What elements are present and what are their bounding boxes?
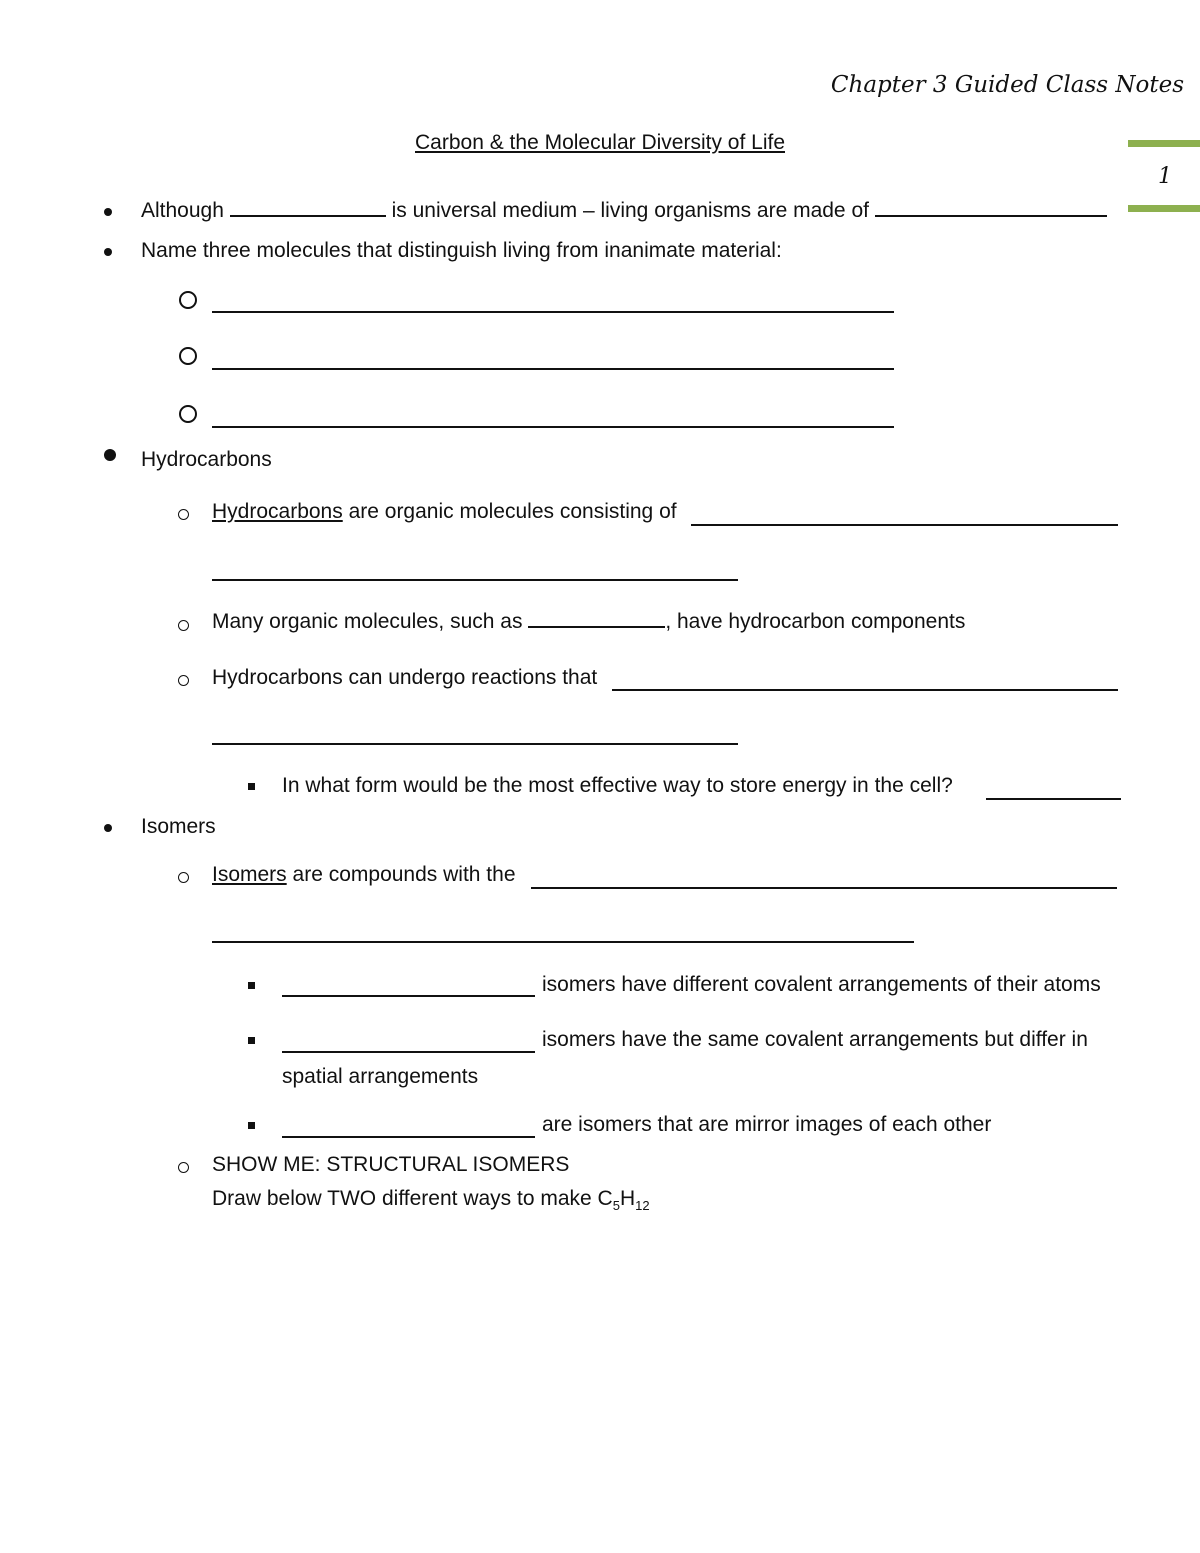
- bullet-icon: [104, 248, 112, 256]
- fill-blank[interactable]: [212, 743, 738, 745]
- fill-blank[interactable]: [986, 798, 1121, 800]
- circle-bullet-icon: [179, 405, 197, 423]
- bullet-icon: [104, 449, 116, 461]
- draw-instruction: [212, 1187, 650, 1213]
- header-accent-bar-bottom: [1128, 205, 1200, 212]
- list-item: Hydrocarbons can undergo reactions that: [212, 666, 598, 689]
- list-item-text: is universal medium – living organisms are made of: [391, 199, 869, 222]
- circle-bullet-icon: [178, 1162, 189, 1173]
- circle-bullet-icon: [179, 291, 197, 309]
- section-heading-isomers: Isomers: [141, 815, 216, 838]
- list-item: [212, 863, 516, 887]
- list-item: isomers have different covalent arrangements of their atoms: [542, 973, 1101, 996]
- term-isomers: Isomers: [212, 863, 287, 886]
- bullet-icon: [104, 824, 112, 832]
- square-bullet-icon: [248, 1037, 255, 1044]
- list-item-text: Although: [141, 199, 224, 222]
- fill-blank[interactable]: [612, 689, 1118, 691]
- fill-blank[interactable]: [282, 1136, 535, 1138]
- fill-blank[interactable]: [212, 941, 914, 943]
- list-item-text: , have hydrocarbon components: [665, 610, 966, 633]
- fill-blank[interactable]: [230, 214, 386, 217]
- list-item: [212, 500, 677, 524]
- fill-blank[interactable]: [212, 579, 738, 581]
- draw-text: Draw below TWO different ways to make C: [212, 1187, 613, 1210]
- circle-bullet-icon: [178, 675, 189, 686]
- fill-blank[interactable]: [212, 368, 894, 370]
- circle-bullet-icon: [178, 620, 189, 631]
- list-item: are isomers that are mirror images of each other: [542, 1113, 992, 1136]
- subscript: 5: [612, 1198, 620, 1214]
- square-bullet-icon: [248, 1122, 255, 1129]
- square-bullet-icon: [248, 982, 255, 989]
- page-number: 1: [1158, 164, 1172, 189]
- list-item-continuation: spatial arrangements: [282, 1065, 479, 1088]
- square-bullet-icon: [248, 783, 255, 790]
- document-title: Carbon & the Molecular Diversity of Life: [415, 131, 785, 154]
- fill-blank[interactable]: [212, 311, 894, 313]
- list-item: In what form would be the most effective way to store energy in the cell?: [282, 774, 953, 797]
- section-heading-hydrocarbons: Hydrocarbons: [141, 448, 272, 471]
- show-me-heading: SHOW ME: STRUCTURAL ISOMERS: [212, 1153, 570, 1176]
- list-item-text: are compounds with the: [292, 863, 516, 886]
- fill-blank[interactable]: [875, 214, 1107, 217]
- list-item-text: Many organic molecules, such as: [212, 610, 523, 633]
- circle-bullet-icon: [178, 509, 189, 520]
- list-item-text: are organic molecules consisting of: [348, 500, 677, 523]
- fill-blank[interactable]: [212, 426, 894, 428]
- list-item: [141, 199, 1107, 223]
- subscript: 12: [635, 1198, 650, 1214]
- bullet-icon: [104, 208, 112, 216]
- fill-blank[interactable]: [282, 1051, 535, 1053]
- list-item: [212, 610, 965, 634]
- term-hydrocarbons: Hydrocarbons: [212, 500, 343, 523]
- list-item: Name three molecules that distinguish living from inanimate material:: [141, 239, 782, 262]
- fill-blank[interactable]: [531, 887, 1117, 889]
- circle-bullet-icon: [179, 347, 197, 365]
- fill-blank[interactable]: [528, 625, 665, 628]
- list-item: isomers have the same covalent arrangements but differ in: [542, 1028, 1088, 1051]
- draw-text: H: [619, 1187, 636, 1210]
- circle-bullet-icon: [178, 872, 189, 883]
- header-title: Chapter 3 Guided Class Notes: [830, 72, 1184, 98]
- fill-blank[interactable]: [691, 524, 1118, 526]
- fill-blank[interactable]: [282, 995, 535, 997]
